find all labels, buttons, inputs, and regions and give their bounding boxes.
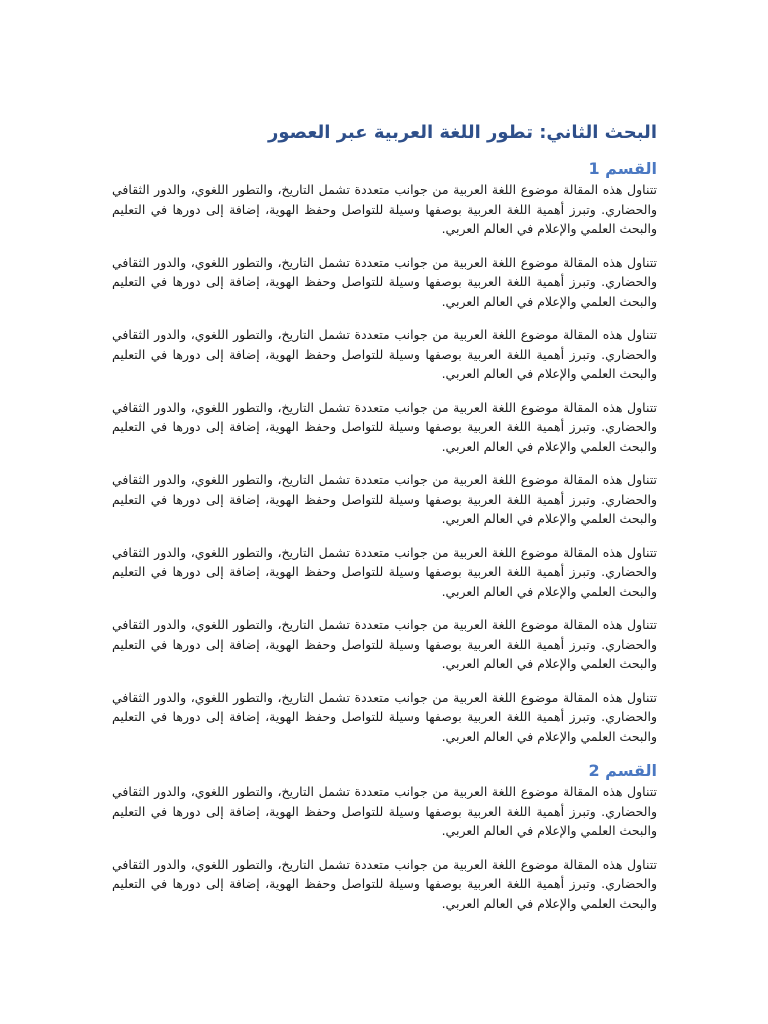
document-title: البحث الثاني: تطور اللغة العربية عبر العصور (267, 122, 657, 143)
section-heading: القسم 1 (588, 159, 657, 178)
paragraph: تتناول هذه المقالة موضوع اللغة العربية من جوانب متعددة تشمل التاريخ، والتطور اللغوي، والدور الثقافي والحضاري. وتبرز أهمية اللغة العربية بوصفها وسيلة للتواصل وحفظ الهوية، إضافة إلى دورها في التعليم والبحث العلمي والإعلام في العالم العربي. (112, 327, 657, 381)
paragraph: تتناول هذه المقالة موضوع اللغة العربية من جوانب متعددة تشمل التاريخ، والتطور اللغوي، والدور الثقافي والحضاري. وتبرز أهمية اللغة العربية بوصفها وسيلة للتواصل وحفظ الهوية، إضافة إلى دورها في التعليم والبحث العلمي والإعلام في العالم العربي. (112, 399, 657, 454)
paragraph: تتناول هذه المقالة موضوع اللغة العربية من جوانب متعددة تشمل التاريخ، والتطور اللغوي، والدور الثقافي والحضاري. وتبرز أهمية اللغة العربية بوصفها وسيلة للتواصل وحفظ الهوية، إضافة إلى دورها في التعليم والبحث العلمي والإعلام في العالم العربي. (112, 784, 657, 838)
paragraph: تتناول هذه المقالة موضوع اللغة العربية من جوانب متعددة تشمل التاريخ، والتطور اللغوي، والدور الثقافي والحضاري. وتبرز أهمية اللغة العربية بوصفها وسيلة للتواصل وحفظ الهوية، إضافة إلى دورها في التعليم والبحث العلمي والإعلام في العالم العربي. (112, 856, 657, 911)
section-heading: القسم 2 (588, 761, 657, 780)
paragraph: تتناول هذه المقالة موضوع اللغة العربية من جوانب متعددة تشمل التاريخ، والتطور اللغوي، والدور الثقافي والحضاري. وتبرز أهمية اللغة العربية بوصفها وسيلة للتواصل وحفظ الهوية، إضافة إلى دورها في التعليم والبحث العلمي والإعلام في العالم العربي. (112, 182, 657, 236)
section-2 (112, 760, 657, 913)
paragraph: تتناول هذه المقالة موضوع اللغة العربية من جوانب متعددة تشمل التاريخ، والتطور اللغوي، والدور الثقافي والحضاري. وتبرز أهمية اللغة العربية بوصفها وسيلة للتواصل وحفظ الهوية، إضافة إلى دورها في التعليم والبحث العلمي والإعلام في العالم العربي. (112, 617, 657, 671)
document-page (112, 118, 657, 927)
paragraph: تتناول هذه المقالة موضوع اللغة العربية من جوانب متعددة تشمل التاريخ، والتطور اللغوي، والدور الثقافي والحضاري. وتبرز أهمية اللغة العربية بوصفها وسيلة للتواصل وحفظ الهوية، إضافة إلى دورها في التعليم والبحث العلمي والإعلام في العالم العربي. (112, 254, 657, 309)
section-1 (112, 158, 657, 746)
paragraph: تتناول هذه المقالة موضوع اللغة العربية من جوانب متعددة تشمل التاريخ، والتطور اللغوي، والدور الثقافي والحضاري. وتبرز أهمية اللغة العربية بوصفها وسيلة للتواصل وحفظ الهوية، إضافة إلى دورها في التعليم والبحث العلمي والإعلام في العالم العربي. (112, 472, 657, 526)
paragraph: تتناول هذه المقالة موضوع اللغة العربية من جوانب متعددة تشمل التاريخ، والتطور اللغوي، والدور الثقافي والحضاري. وتبرز أهمية اللغة العربية بوصفها وسيلة للتواصل وحفظ الهوية، إضافة إلى دورها في التعليم والبحث العلمي والإعلام في العالم العربي. (112, 544, 657, 599)
paragraph: تتناول هذه المقالة موضوع اللغة العربية من جوانب متعددة تشمل التاريخ، والتطور اللغوي، والدور الثقافي والحضاري. وتبرز أهمية اللغة العربية بوصفها وسيلة للتواصل وحفظ الهوية، إضافة إلى دورها في التعليم والبحث العلمي والإعلام في العالم العربي. (112, 689, 657, 744)
